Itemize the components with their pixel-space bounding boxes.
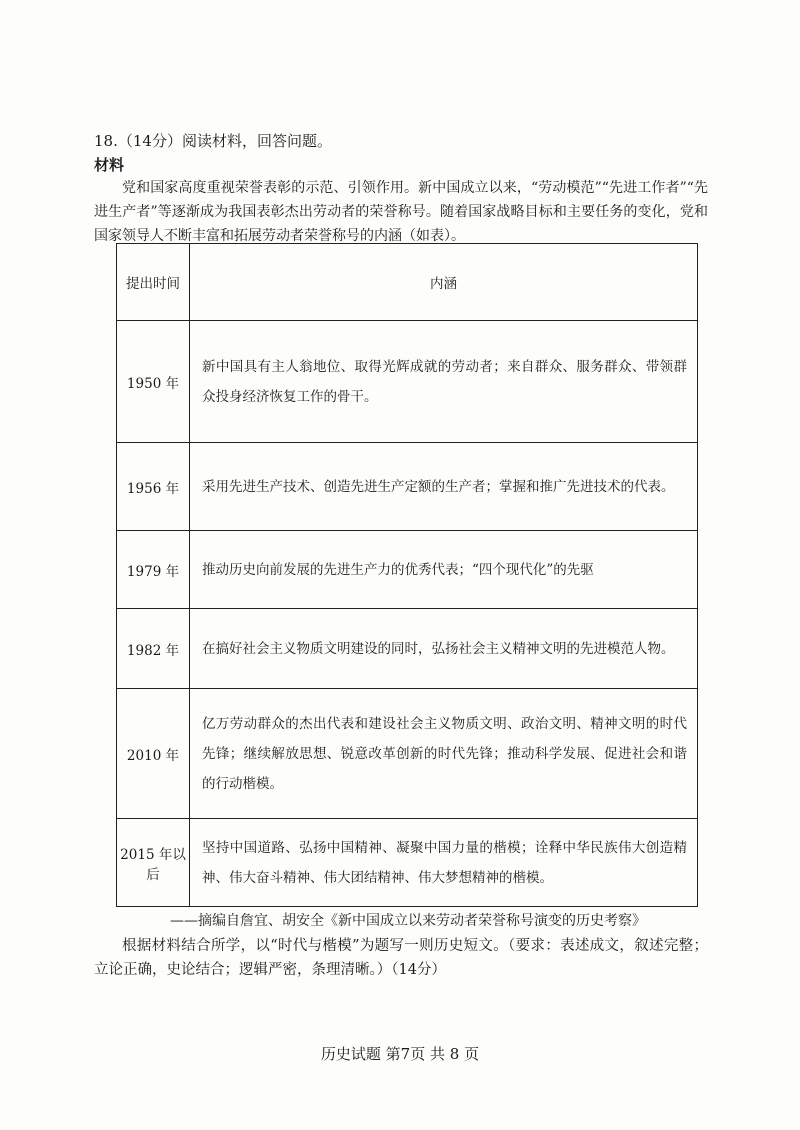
row-content: 在搞好社会主义物质文明建设的同时，弘扬社会主义精神文明的先进模范人物。 (190, 609, 698, 689)
row-time: 2010 年 (117, 689, 190, 819)
row-time: 2015 年以后 (117, 819, 190, 907)
row-time: 1982 年 (117, 609, 190, 689)
table-row (117, 609, 698, 689)
material-intro: 党和国家高度重视荣誉表彰的示范、引领作用。新中国成立以来，“劳动模范”“先进工作者”“先进生产者”等逐渐成为我国表彰杰出劳动者的荣誉称号。随着国家战略目标和主要任务的变化，党和国家领导人不断丰富和拓展劳动者荣誉称号的内涵（如表）。 (94, 180, 708, 244)
row-content: 亿万劳动群众的杰出代表和建设社会主义物质文明、政治文明、精神文明的时代先锋；继续解放思想、锐意改革创新的时代先锋；推动科学发展、促进社会和谐的行动楷模。 (190, 689, 698, 819)
table-row (117, 531, 698, 609)
table-header-row (117, 244, 698, 321)
table-row (117, 689, 698, 819)
row-content: 新中国具有主人翁地位、取得光辉成就的劳动者；来自群众、服务群众、带领群众投身经济恢复工作的骨干。 (190, 321, 698, 443)
material-label: 材料 (94, 156, 125, 174)
table-row (117, 443, 698, 531)
honor-title-table (116, 243, 698, 907)
header-content: 内涵 (190, 244, 698, 321)
row-time: 1979 年 (117, 531, 190, 609)
page-footer: 历史试题 第7页 共 8 页 (320, 1045, 480, 1063)
row-content: 坚持中国道路、弘扬中国精神、凝聚中国力量的楷模；诠释中华民族伟大创造精神、伟大奋斗精神、伟大团结精神、伟大梦想精神的楷模。 (190, 819, 698, 907)
row-time: 1956 年 (117, 443, 190, 531)
question-header: 18.（14分）阅读材料，回答问题。 (94, 132, 332, 150)
header-time: 提出时间 (117, 244, 190, 321)
table-row (117, 321, 698, 443)
row-time: 1950 年 (117, 321, 190, 443)
row-content: 采用先进生产技术、创造先进生产定额的生产者；掌握和推广先进技术的代表。 (190, 443, 698, 531)
writing-task: 根据材料结合所学，以“时代与楷模”为题写一则历史短文。（要求：表述成文，叙述完整；立论正确，史论结合；逻辑严密，条理清晰。）（14分） (94, 938, 708, 978)
table-row (117, 819, 698, 907)
row-content: 推动历史向前发展的先进生产力的优秀代表；“四个现代化”的先驱 (190, 531, 698, 609)
source-citation: ——摘编自詹宜、胡安全《新中国成立以来劳动者荣誉称号演变的历史考察》 (170, 913, 646, 929)
